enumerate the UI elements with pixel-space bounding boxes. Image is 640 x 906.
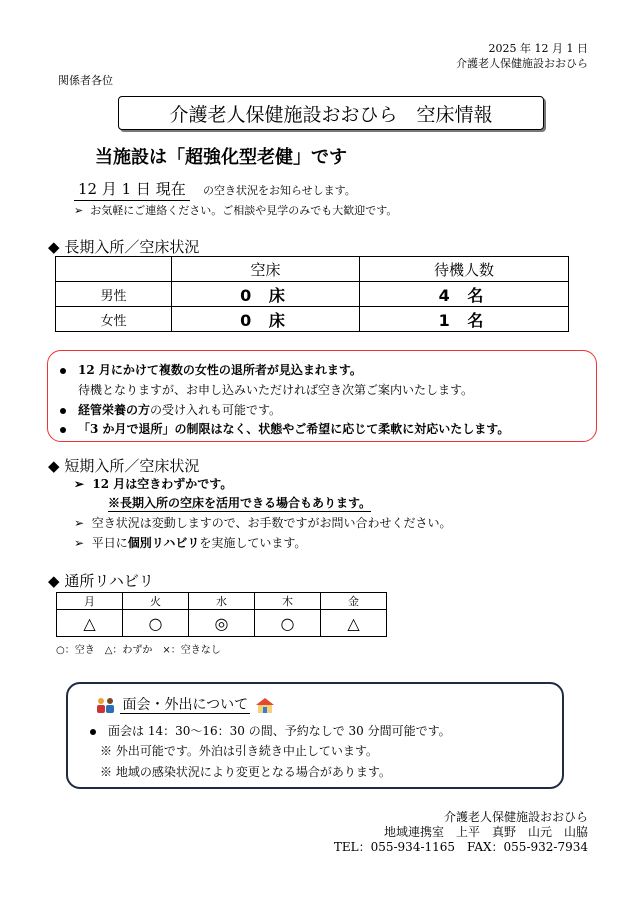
page-title-text: 介護老人保健施設おおひら 空床情報 [169, 103, 493, 126]
note-line-1 [60, 361, 362, 378]
row-label-female: 女性 [56, 307, 172, 332]
day-fri: 金 [321, 593, 387, 610]
short-term-line-3 [74, 514, 451, 531]
page-title [118, 96, 544, 130]
contact-note [74, 202, 397, 218]
asof-date: 12 月 1 日 現在 [74, 178, 190, 201]
contact-note-text: お気軽にご連絡ください。ご相談や見学のみでも大歓迎です。 [90, 204, 398, 217]
long-term-table [55, 256, 569, 332]
arrowhead-icon: ➢ [74, 516, 85, 530]
diamond-icon: ◆ [48, 572, 60, 590]
table-row [56, 307, 569, 332]
note-line-3 [60, 401, 281, 418]
day-rehab-heading [48, 570, 154, 591]
corner-cell [56, 257, 172, 282]
short-term-line-2: ※長期入所の空床を活用できる場合もあります。 [108, 496, 372, 510]
mark-wed: ◎ [189, 610, 255, 637]
issue-date: 2025 年 12 月 1 日 [488, 42, 588, 55]
short-term-text-3: 空き状況は変動しますので、お手数ですがお問い合わせください。 [91, 516, 452, 530]
day-rehab-table [56, 592, 387, 637]
long-term-notes-box [47, 350, 597, 442]
family-icon [96, 697, 116, 713]
col-vacant: 空床 [172, 257, 360, 282]
long-term-header-row [56, 257, 569, 282]
note-text-4b: の制限はなく、状態やご希望に応じて柔軟に対応いたします。 [174, 422, 510, 436]
note-line-4 [60, 420, 509, 437]
arrowhead-icon: ➢ [74, 204, 84, 217]
short-term-text-4c: を実施しています。 [199, 536, 307, 550]
short-term-heading-text: 短期入所／空床状況 [64, 457, 200, 475]
table-row [56, 282, 569, 307]
diamond-icon: ◆ [48, 457, 60, 475]
day-row [57, 593, 387, 610]
subtitle: 当施設は「超強化型老健」です [95, 147, 347, 168]
bullet-icon [60, 408, 66, 414]
day-thu: 木 [255, 593, 321, 610]
asof-text: の空き状況をお知らせします。 [203, 184, 356, 197]
visit-heading-text: 面会・外出について [122, 697, 249, 713]
waiting-female: 1 名 [360, 307, 569, 332]
vacant-male: 0 床 [172, 282, 360, 307]
bullet-icon [60, 368, 66, 374]
note-line-2: 待機となりますが、お申し込みいただければ空き次第ご案内いたします。 [78, 383, 474, 397]
waiting-male: 4 名 [360, 282, 569, 307]
short-term-text-4a: 平日に [91, 536, 128, 550]
diamond-icon: ◆ [48, 238, 60, 256]
visit-box [66, 682, 564, 789]
day-rehab-heading-text: 通所リハビリ [64, 572, 154, 590]
note-bold-3: 経管栄養の方 [78, 403, 151, 417]
short-term-line-4 [74, 534, 306, 551]
footer-facility: 介護老人保健施設おおひら [443, 810, 588, 824]
arrowhead-icon: ➢ [74, 477, 85, 491]
short-term-text-1: 12 月は空きわずかです。 [92, 477, 233, 491]
note-text-3: の受け入れも可能です。 [150, 403, 282, 417]
visit-line-3: ※ 地域の感染状況により変更となる場合があります。 [100, 765, 391, 779]
recipients: 関係者各位 [58, 74, 113, 87]
day-rehab-legend: ○：空き △：わずか ×：空きなし [56, 645, 221, 656]
footer-dept: 地域連携室 上平 真野 山元 山脇 [383, 825, 588, 839]
mark-thu: ○ [255, 610, 321, 637]
mark-row [57, 610, 387, 637]
bullet-icon [60, 427, 66, 433]
footer-contact: TEL：055-934-1165 FAX：055-932-7934 [333, 840, 588, 854]
col-waiting: 待機人数 [360, 257, 569, 282]
short-term-text-4b: 個別リハビリ [127, 536, 200, 550]
day-tue: 火 [123, 593, 189, 610]
visit-line-2: ※ 外出可能です。外泊は引き続き中止しています。 [100, 744, 378, 758]
short-term-line-1 [74, 475, 232, 492]
day-wed: 水 [189, 593, 255, 610]
visit-line-1 [90, 722, 451, 739]
visit-text-1: 面会は 14：30～16：30 の間、予約なしで 30 分間可能です。 [108, 724, 451, 738]
arrowhead-icon: ➢ [74, 536, 85, 550]
house-icon [255, 697, 275, 713]
facility-name-top: 介護老人保健施設おおひら [456, 57, 588, 70]
bullet-icon [90, 729, 96, 735]
vacant-female: 0 床 [172, 307, 360, 332]
long-term-heading [48, 236, 199, 257]
mark-mon: △ [57, 610, 123, 637]
short-term-heading [48, 455, 199, 476]
mark-tue: ○ [123, 610, 189, 637]
day-mon: 月 [57, 593, 123, 610]
long-term-heading-text: 長期入所／空床状況 [64, 238, 200, 256]
row-label-male: 男性 [56, 282, 172, 307]
note-text-4a: 「3 か月で退所」 [78, 422, 175, 436]
note-text-1: 12 月にかけて複数の女性の退所者が見込まれます。 [78, 363, 362, 377]
visit-heading [96, 694, 275, 714]
mark-fri: △ [321, 610, 387, 637]
